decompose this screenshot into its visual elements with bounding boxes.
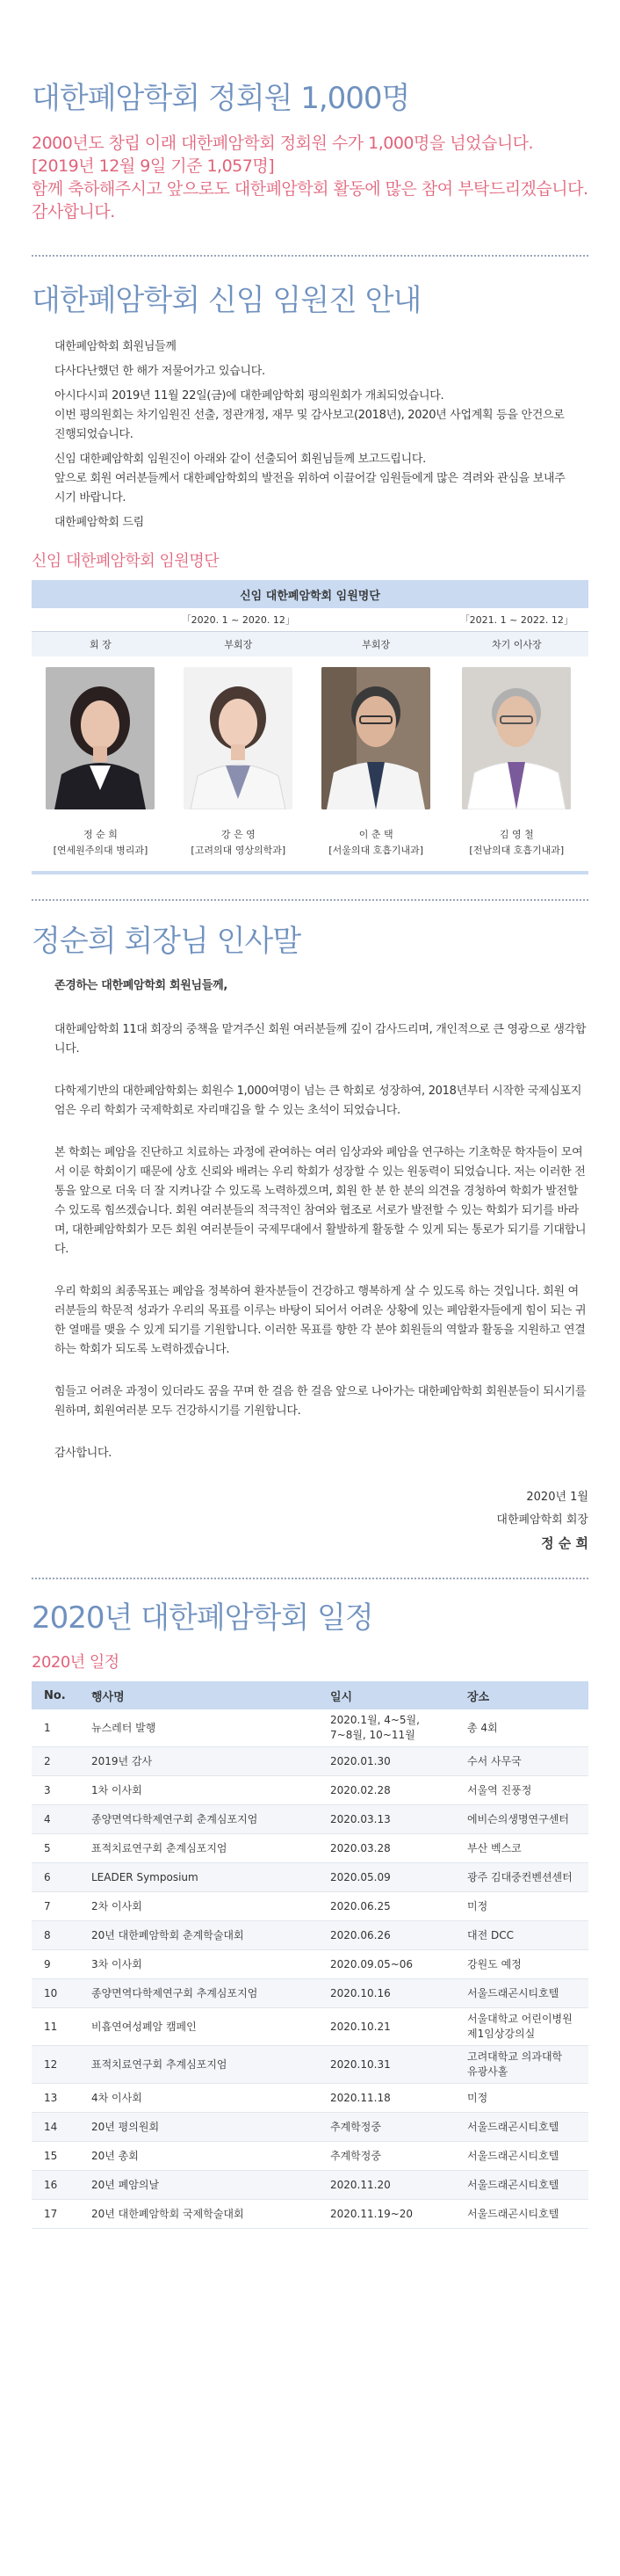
schedule-cell-event: 20년 폐암의날 [84,2171,323,2200]
table-row [32,2113,588,2142]
schedule-cell-place: 서울드래곤시티호텔 [460,2113,588,2142]
schedule-cell-place: 서울역 진풍정 [460,1776,588,1805]
schedule-cell-place: 강원도 예정 [460,1950,588,1979]
schedule-cell-date: 2020.11.19~20 [323,2200,460,2229]
officer-name-cell [307,820,445,866]
schedule-cell-place: 서울드래곤시티호텔 [460,2200,588,2229]
greeting-section [0,901,620,1555]
schedule-cell-no: 12 [32,2046,84,2084]
greeting-para: 다학제기반의 대한폐암학회는 회원수 1,000여명이 넘는 큰 학회로 성장하여, 2018년부터 시작한 국제심포지엄은 우리 학회가 국제학회로 자리매김을 할 수 있는 초석이 되었습니다. [54,1085,582,1117]
portrait-woman-1-icon [46,667,155,809]
officers-title: 대한폐암학회 신임 임원진 안내 [32,283,422,318]
schedule-subheading: 2020년 일정 [32,1653,119,1672]
officer-name-cell [169,820,307,866]
schedule-cell-event: 표적치료연구회 춘계심포지엄 [84,1834,323,1863]
officer-name-cell [32,820,169,866]
greeting-closing: 감사합니다. [54,1447,112,1460]
schedule-cell-date: 2020.1월, 4~5월, 7~8월, 10~11월 [323,1709,460,1747]
schedule-cell-date: 2020.11.20 [323,2171,460,2200]
col-header-no: No. [32,1681,84,1709]
greeting-salutation: 존경하는 대한폐암학회 회원님들께, [54,979,227,992]
officer-affiliation: [고려의대 영상의학과] [191,845,286,856]
schedule-cell-no: 3 [32,1776,84,1805]
table-row [32,1950,588,1979]
officers-table-title: 신임 대한폐암학회 임원명단 [32,580,588,608]
table-row [32,1921,588,1950]
schedule-cell-event: 종양면역다학제연구회 추계심포지엄 [84,1979,323,2008]
schedule-cell-place: 에비슨의생명연구센터 [460,1805,588,1834]
schedule-cell-date: 2020.06.26 [323,1921,460,1950]
schedule-cell-date: 2020.01.30 [323,1747,460,1776]
schedule-cell-date: 2020.03.13 [323,1805,460,1834]
greeting-para: 대한폐암학회 11대 회장의 중책을 맡겨주신 회원 여러분들께 깊이 감사드리며, 개인적으로 큰 영광으로 생각합니다. [54,1023,587,1056]
schedule-cell-event: 2차 이사회 [84,1892,323,1921]
schedule-cell-date: 2020.02.28 [323,1776,460,1805]
portrait-man-1-icon [321,667,430,809]
officer-affiliation: [연세원주의대 병리과] [53,845,148,856]
officers-table [32,580,588,874]
officers-para-1: 대한폐암학회 회원님들께 [54,340,177,353]
greeting-title: 정순희 회장님 인사말 [32,924,301,959]
officers-para-3: 아시다시피 2019년 11월 22일(금)에 대한폐암학회 평의원회가 개최되었습니다. 이번 평의원회는 차기임원진 선출, 정관개정, 재무 및 감사보고(2018년), 2020년 사업계획 등을 안건으로 진행되었습니다. [54,389,565,441]
schedule-cell-no: 14 [32,2113,84,2142]
table-row [32,1805,588,1834]
col-header-place: 장소 [460,1681,588,1709]
schedule-table [32,1681,588,2229]
portrait-man-2-icon [462,667,571,809]
schedule-cell-no: 2 [32,1747,84,1776]
schedule-cell-no: 7 [32,1892,84,1921]
col-header-date: 일시 [323,1681,460,1709]
members-line-1: 2000년도 창립 이래 대한폐암학회 정회원 수가 1,000명을 넘었습니다. [32,134,534,153]
officer-photo-cell [445,657,588,820]
officer-name-cell [445,820,588,866]
schedule-cell-event: 표적치료연구회 추계심포지엄 [84,2046,323,2084]
greeting-para: 본 학회는 폐암을 진단하고 치료하는 과정에 관여하는 여러 임상과와 폐암을 연구하는 기초학문 학자들이 모여서 이룬 학회이기 때문에 상호 신뢰와 배려는 우리 학회가 성장할 수 있는 원동력이 되었습니다. 저는 이러한 전통을 앞으로 더욱 더 잘 지켜나갈 수 있도록 노력하겠으며, 회원 한 분 한 분의 의견을 경청하여 학회가 발전할 수 있도록 힘쓰겠습니다. 회원 여러분들의 적극적인 참여와 협조로 서로가 발전할 수 있는 학회가 되기를 바라며, 대한폐암학회가 모든 회원 여러분들이 국제무대에서 활발하게 활동할 수 있게 되는 통로가 되기를 기대합니다. [54,1146,587,1256]
members-line-4: 감사합니다. [32,202,115,221]
schedule-cell-event: 20년 평의원회 [84,2113,323,2142]
schedule-cell-place: 미정 [460,2084,588,2113]
schedule-cell-no: 10 [32,1979,84,2008]
schedule-cell-place: 서울드래곤시티호텔 [460,2171,588,2200]
schedule-title: 2020년 대한폐암학회 일정 [32,1600,373,1636]
schedule-cell-place: 고려대학교 의과대학 유광사홀 [460,2046,588,2084]
schedule-cell-no: 4 [32,1805,84,1834]
officer-name: 김 영 철 [499,829,534,840]
schedule-cell-event: 1차 이사회 [84,1776,323,1805]
schedule-cell-place: 서울드래곤시티호텔 [460,2142,588,2171]
officers-term-next: 「2021. 1 ~ 2022. 12」 [445,608,588,632]
schedule-cell-event: 뉴스레터 발행 [84,1709,323,1747]
schedule-cell-date: 2020.10.21 [323,2008,460,2046]
schedule-cell-place: 서울드래곤시티호텔 [460,1979,588,2008]
signature-title: 대한폐암학회 회장 [496,1513,588,1527]
schedule-cell-place: 수서 사무국 [460,1747,588,1776]
officer-name: 이 춘 택 [358,829,393,840]
officer-role: 부회장 [307,632,445,657]
table-row [32,2046,588,2084]
signature-date: 2020년 1월 [526,1491,588,1504]
members-title: 대한폐암학회 정회원 1,000명 [32,81,410,116]
schedule-cell-date: 추계학정중 [323,2142,460,2171]
schedule-cell-event: 종양면역다학제연구회 춘계심포지엄 [84,1805,323,1834]
schedule-cell-no: 11 [32,2008,84,2046]
table-row [32,1834,588,1863]
schedule-cell-no: 16 [32,2171,84,2200]
schedule-cell-no: 8 [32,1921,84,1950]
schedule-cell-date: 2020.06.25 [323,1892,460,1921]
officer-affiliation: [서울의대 호흡기내과] [328,845,423,856]
schedule-cell-place: 서울대학교 어린이병원 제1임상강의실 [460,2008,588,2046]
officer-photo-cell [32,657,169,820]
table-row [32,2171,588,2200]
schedule-cell-event: 비흡연여성폐암 캠페인 [84,2008,323,2046]
schedule-cell-date: 2020.10.16 [323,1979,460,2008]
schedule-cell-date: 2020.05.09 [323,1863,460,1892]
officer-role: 회 장 [32,632,169,657]
table-row [32,1776,588,1805]
table-row [32,1747,588,1776]
schedule-cell-event: 20년 대한폐암학회 국제학술대회 [84,2200,323,2229]
schedule-cell-no: 1 [32,1709,84,1747]
schedule-cell-date: 2020.10.31 [323,2046,460,2084]
officers-subheading: 신임 대한폐암학회 임원명단 [32,552,220,570]
officers-section [0,257,620,874]
schedule-cell-place: 부산 벡스코 [460,1834,588,1863]
schedule-cell-event: LEADER Symposium [84,1863,323,1892]
table-row [32,2142,588,2171]
table-row [32,2084,588,2113]
schedule-body [32,1709,588,2229]
schedule-cell-place: 광주 김대중컨벤션센터 [460,1863,588,1892]
officer-name: 강 은 영 [220,829,256,840]
officer-role: 차기 이사장 [445,632,588,657]
officers-table-bottom-border [32,866,588,873]
table-row [32,2200,588,2229]
signature-name: 정 순 희 [541,1535,588,1551]
schedule-header-row [32,1681,588,1709]
greeting-para: 힘들고 어려운 과정이 있더라도 꿈을 꾸며 한 걸음 한 걸음 앞으로 나아가는 대한폐암학회 회원분들이 되시기를 원하며, 회원여러분 모두 건강하시기를 기원합니다. [54,1385,587,1418]
officer-photo-cell [307,657,445,820]
schedule-cell-no: 9 [32,1950,84,1979]
schedule-cell-event: 4차 이사회 [84,2084,323,2113]
members-line-3: 함께 축하해주시고 앞으로도 대한폐암학회 활동에 많은 참여 부탁드리겠습니다. [32,179,588,199]
table-row [32,1709,588,1747]
schedule-cell-no: 15 [32,2142,84,2171]
table-row [32,1863,588,1892]
schedule-cell-event: 20년 총회 [84,2142,323,2171]
schedule-cell-event: 20년 대한폐암학회 춘계학술대회 [84,1921,323,1950]
schedule-cell-event: 2019년 감사 [84,1747,323,1776]
col-header-event: 행사명 [84,1681,323,1709]
officers-term-current: 「2020. 1 ~ 2020. 12」 [32,608,445,632]
schedule-cell-date: 2020.11.18 [323,2084,460,2113]
officer-role: 부회장 [169,632,307,657]
schedule-cell-no: 6 [32,1863,84,1892]
schedule-cell-no: 17 [32,2200,84,2229]
schedule-cell-place: 미정 [460,1892,588,1921]
schedule-cell-date: 2020.09.05~06 [323,1950,460,1979]
schedule-cell-place: 총 4회 [460,1709,588,1747]
table-row [32,1979,588,2008]
members-line-2: [2019년 12월 9일 기준 1,057명] [32,156,275,176]
greeting-para: 우리 학회의 최종목표는 폐암을 정복하여 환자분들이 건강하고 행복하게 살 수 있도록 하는 것입니다. 회원 여러분들의 학문적 성과가 우리의 목표를 이루는 바탕이 되어서 어려운 상황에 있는 폐암환자들에게 힘이 되는 귀한 열매를 맺을 수 있게 되기를 기원합니다. 이러한 목표를 향한 각 분야 회원들의 역할과 활동을 지원하고 연결하는 학회가 되도록 노력하겠습니다. [54,1285,587,1356]
table-row [32,1892,588,1921]
table-row [32,2008,588,2046]
schedule-cell-event: 3차 이사회 [84,1950,323,1979]
schedule-cell-no: 13 [32,2084,84,2113]
officer-photo-cell [169,657,307,820]
members-section [0,0,620,223]
officers-para-4: 신임 대한폐암학회 임원진이 아래와 같이 선출되어 회원님들께 보고드립니다. 앞으로 회원 여러분들께서 대한폐암학회의 발전을 위하여 이끌어갈 임원들에게 많은 격려와 관심을 보내주시기 바랍니다. [54,453,566,504]
officer-affiliation: [전남의대 호흡기내과] [469,845,565,856]
schedule-cell-place: 대전 DCC [460,1921,588,1950]
portrait-woman-2-icon [184,667,292,809]
officers-para-2: 다사다난했던 한 해가 저물어가고 있습니다. [54,365,265,378]
schedule-cell-no: 5 [32,1834,84,1863]
officer-name: 정 순 희 [83,829,118,840]
greeting-letter [32,961,588,1555]
officers-para-5: 대한폐암학회 드림 [54,516,144,529]
officers-letter [32,320,588,533]
schedule-section [0,1579,620,2229]
schedule-cell-date: 추계학정중 [323,2113,460,2142]
schedule-cell-date: 2020.03.28 [323,1834,460,1863]
